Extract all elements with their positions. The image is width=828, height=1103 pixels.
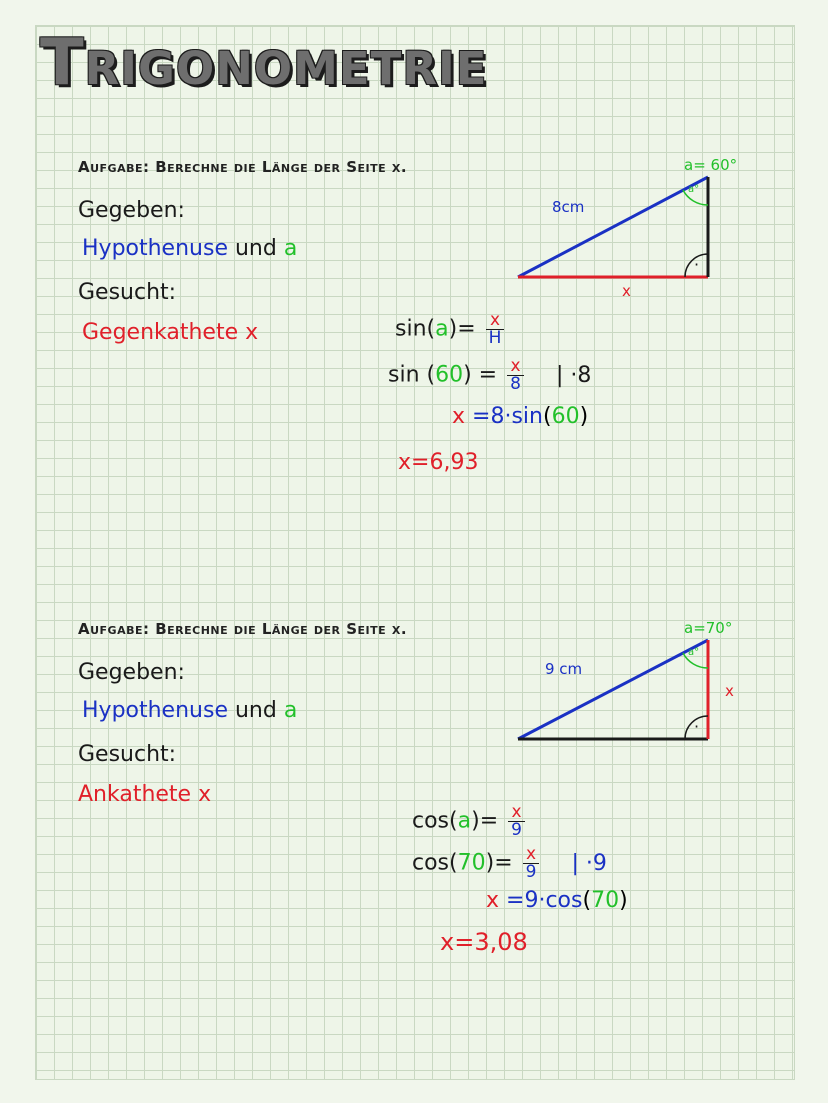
task-2-sought-value: Ankathete x — [78, 782, 212, 807]
task-1-heading: Aufgabe: Berechne die Länge der Seite x. — [78, 158, 408, 176]
step-fn: sin — [388, 362, 420, 388]
step-arg: 70 — [457, 850, 486, 876]
frac-den: 8 — [510, 374, 521, 394]
task-1-given-and: und — [234, 236, 277, 261]
step-arg: 60 — [551, 404, 580, 429]
task-1-step-1: sin(a)= $\frac{x}{H}$ — [395, 312, 507, 347]
step-fn: sin — [395, 316, 427, 342]
task-1-side-label: x — [622, 282, 631, 300]
task-1-sought-value: Gegenkathete x — [82, 320, 259, 345]
frac-den: 9 — [511, 820, 522, 840]
task-1-given-known: Hypothenuse — [82, 236, 228, 261]
step-arg: a — [457, 808, 472, 834]
task-1-result: x=6,93 — [398, 450, 479, 475]
task-1-given-angle: a — [283, 236, 298, 261]
task-2-side-label: x — [725, 682, 734, 700]
step-arg: 60 — [435, 362, 464, 388]
task-2-hypotenuse — [518, 640, 708, 739]
step-rhs: =8·sin — [472, 404, 543, 429]
task-1-step-2: sin (60) = $\frac{x}{8}$ | ·8 — [388, 356, 592, 394]
task-1-right-angle-dot: · — [694, 255, 700, 274]
task-2-step-2: cos(70)= $\frac{x}{9}$ | ·9 — [412, 844, 607, 882]
task-2-given-known: Hypothenuse — [82, 698, 228, 723]
task-1-angle-label: a= 60° — [684, 156, 738, 174]
step-fn: cos — [412, 850, 450, 876]
step-rhs: =9·cos — [506, 888, 583, 913]
task-2-step-3: x =9·cos(70) — [486, 888, 628, 913]
step-x: x — [486, 888, 500, 913]
step-op: | ·8 — [555, 362, 592, 388]
frac-num: x — [486, 312, 505, 330]
frac-num: x — [508, 804, 525, 822]
task-1-given-label: Gegeben: — [78, 198, 185, 223]
task-1-hyp-label: 8cm — [552, 198, 585, 216]
step-x: x — [452, 404, 466, 429]
frac-den: H — [488, 328, 502, 348]
task-1-sought-label: Gesucht: — [78, 280, 177, 305]
task-2-angle-label: a=70° — [684, 619, 733, 637]
frac-num: x — [523, 846, 540, 864]
task-2-heading: Aufgabe: Berechne die Länge der Seite x. — [78, 620, 408, 638]
task-1-step-3: x =8·sin(60) — [452, 404, 589, 429]
task-2-given-angle: a — [283, 698, 298, 723]
step-fn: cos — [412, 808, 450, 834]
task-2-step-1: cos(a)= $\frac{x}{9}$ — [412, 804, 528, 839]
task-2-sought-label: Gesucht: — [78, 742, 177, 767]
step-op: | ·9 — [571, 850, 607, 876]
frac-den: 9 — [525, 862, 537, 882]
frac-num: x — [507, 358, 524, 376]
task-1-inner-angle: a° — [688, 184, 700, 195]
task-2-given-and: und — [234, 698, 277, 723]
task-2-hyp-label: 9 cm — [545, 660, 583, 678]
page-title: Trigonometrie — [40, 26, 488, 100]
task-2-given-label: Gegeben: — [78, 660, 185, 685]
step-arg: a — [435, 316, 449, 342]
step-arg: 70 — [591, 888, 620, 913]
task-2-result: x=3,08 — [440, 928, 528, 956]
task-2-inner-angle: a° — [688, 647, 700, 658]
task-2-right-angle-dot: · — [694, 717, 700, 736]
